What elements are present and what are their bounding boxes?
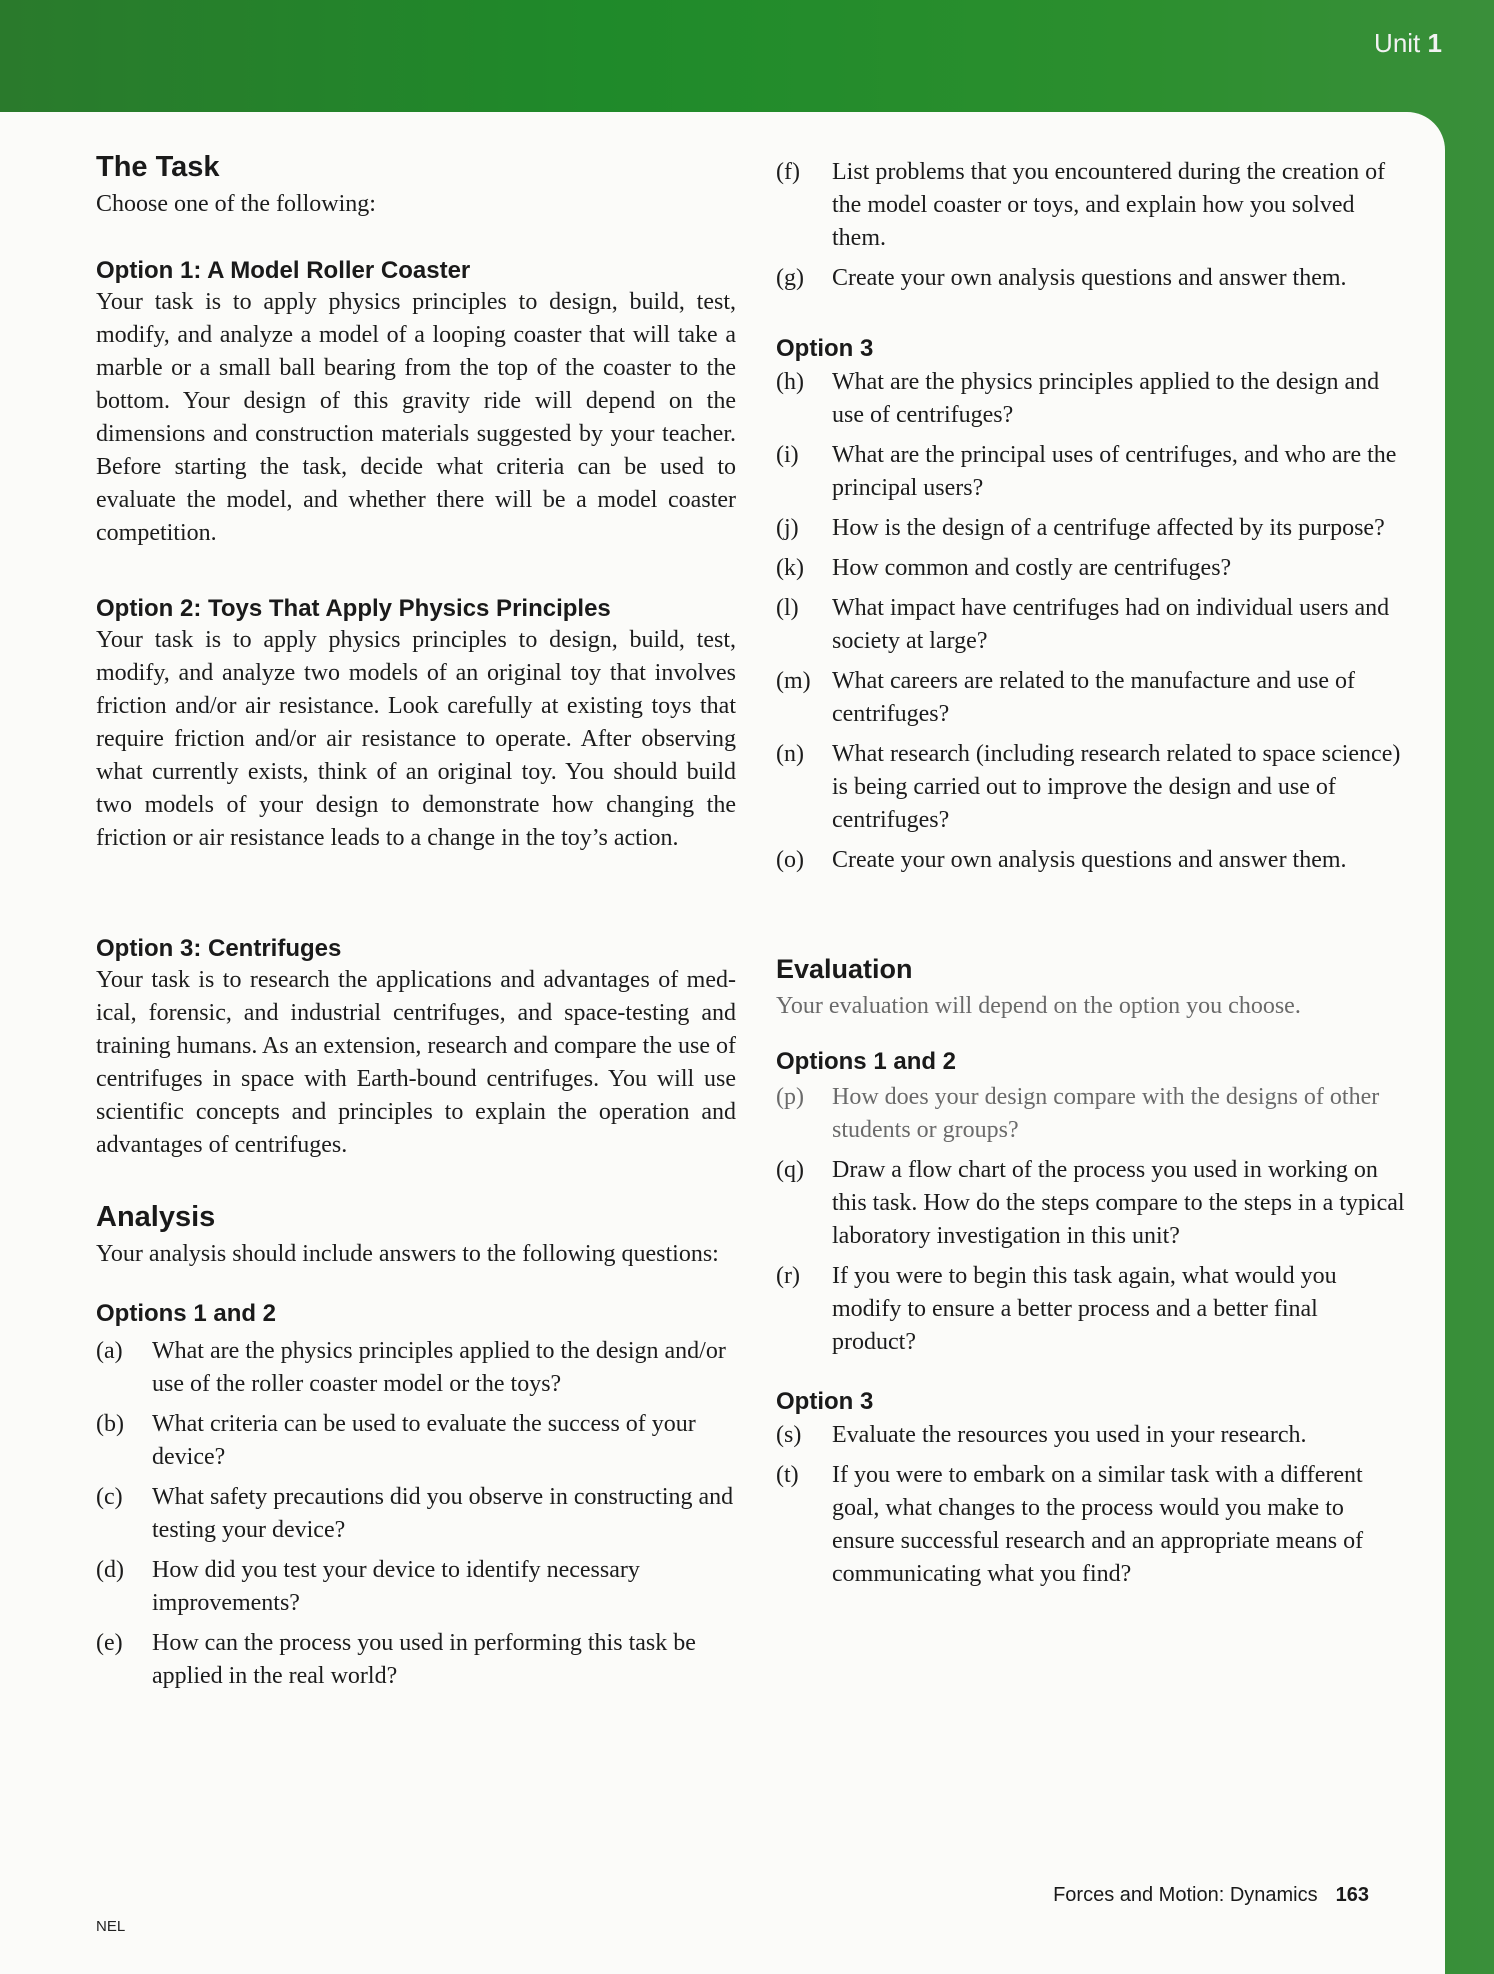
option1-heading: Option 1: A Model Roller Coaster	[96, 257, 471, 284]
option3-section	[96, 934, 736, 1162]
evaluation-options12-heading: Options 1 and 2	[776, 1048, 957, 1075]
list-item: (i) What are the principal uses of centrifuges, and who are the principal users?	[776, 442, 1397, 501]
option1-section	[96, 256, 736, 550]
list-item: (r) If you were to begin this task again, what would you modify to ensure a better process and a better final product?	[776, 1263, 1337, 1355]
analysis-option3-heading: Option 3	[776, 335, 874, 362]
list-item: (b) What criteria can be used to evaluate the success of your device?	[96, 1411, 696, 1470]
analysis-option3-section	[776, 334, 1406, 884]
analysis-section	[96, 1200, 736, 1700]
evaluation-text: Your evaluation will depend on the option you choose.	[776, 993, 1301, 1019]
evaluation-option3-heading: Option 3	[776, 1388, 874, 1415]
list-item: (a) What are the physics principles applied to the design and/or use of the roller coaster model or the toys?	[96, 1338, 726, 1397]
list-item: (c) What safety precautions did you observe in constructing and testing your device?	[96, 1484, 734, 1543]
analysis-heading: Analysis	[96, 1201, 216, 1233]
analysis-option3-list	[776, 366, 1406, 877]
option1-text: Your task is to apply physics principles to design, build, test, modify, and analyze a model of a looping coaster that will take a marble or a small ball bearing from the top of the coaster to the bottom. Your design of this gravity ride will depend on the dimensions and construction materials suggested by your teacher. Before starting the task, decide what criteria can be used to evaluate the model, and whether there will be a model coaster competition.	[96, 289, 736, 546]
page	[0, 112, 1445, 1974]
option3-heading: Option 3: Centrifuges	[96, 935, 342, 962]
list-item: (j) How is the design of a centrifuge affected by its purpose?	[776, 515, 1385, 541]
list-item: (t) If you were to embark on a similar task with a different goal, what changes to the process would you make to ensure successful research and an appropriate means of communicating what you find?	[776, 1462, 1364, 1587]
list-item: (q) Draw a flow chart of the process you used in working on this task. How do the steps compare to the steps in a typical laboratory investigation in this unit?	[776, 1157, 1405, 1249]
list-item: (m) What careers are related to the manufacture and use of centrifuges?	[776, 668, 1356, 727]
unit-label	[1374, 28, 1442, 59]
analysis-continued-list	[776, 156, 1406, 302]
list-item: (d) How did you test your device to identify necessary improvements?	[96, 1557, 640, 1616]
list-item: (l) What impact have centrifuges had on individual users and society at large?	[776, 595, 1390, 654]
task-intro: Choose one of the following:	[96, 191, 376, 217]
option3-text: Your task is to research the applications and advantages of med-ical, forensic, and industrial centrifuges, and space-testing and training humans. As an extension, research and compare the use of centrifuges in space with Earth-bound centrifuges. You will use scientific concepts and principles to explain the operation and advantages of centrifuges.	[96, 967, 736, 1158]
option2-section	[96, 594, 736, 855]
option2-text: Your task is to apply physics principles to design, build, test, modify, and analyze two models of an original toy that involves friction and/or air resistance. Look carefully at existing toys that require friction and/or air resistance to operate. After observing what currently exists, think of an original toy. You should build two models of your design to demonstrate how changing the friction or air resistance leads to a change in the toy’s action.	[96, 627, 736, 851]
list-item: (o) Create your own analysis questions and answer them.	[776, 847, 1347, 873]
list-item: (k) How common and costly are centrifuges?	[776, 555, 1232, 581]
evaluation-heading: Evaluation	[776, 954, 913, 984]
unit-number: 1	[1427, 28, 1442, 58]
page-number: 163	[1335, 1884, 1369, 1906]
unit-prefix: Unit	[1374, 28, 1421, 58]
list-item: (f) List problems that you encountered during the creation of the model coaster or toys, and explain how you solved them.	[776, 159, 1386, 251]
list-item: (s) Evaluate the resources you used in your research.	[776, 1422, 1307, 1448]
list-item: (h) What are the physics principles applied to the design and use of centrifuges?	[776, 369, 1380, 428]
option2-heading: Option 2: Toys That Apply Physics Principles	[96, 595, 611, 622]
evaluation-option3-list	[776, 1419, 1406, 1591]
task-heading: The Task	[96, 151, 220, 183]
analysis-list	[96, 1335, 736, 1693]
list-item: (g) Create your own analysis questions and answer them.	[776, 265, 1347, 291]
publisher-mark: NEL	[96, 1918, 126, 1935]
footer-section-title: Forces and Motion: Dynamics	[1053, 1884, 1318, 1906]
list-item: (n) What research (including research related to space science) is being carried out to improve the design and use of centrifuges?	[776, 741, 1401, 833]
list-item: (p) How does your design compare with the designs of other students or groups?	[776, 1084, 1380, 1143]
analysis-text: Your analysis should include answers to the following questions:	[96, 1241, 719, 1267]
evaluation-section	[776, 952, 1406, 1598]
page-footer	[1053, 1884, 1369, 1907]
list-item: (e) How can the process you used in performing this task be applied in the real world?	[96, 1630, 696, 1689]
analysis-options12-heading: Options 1 and 2	[96, 1300, 277, 1327]
evaluation-options12-list	[776, 1081, 1406, 1359]
